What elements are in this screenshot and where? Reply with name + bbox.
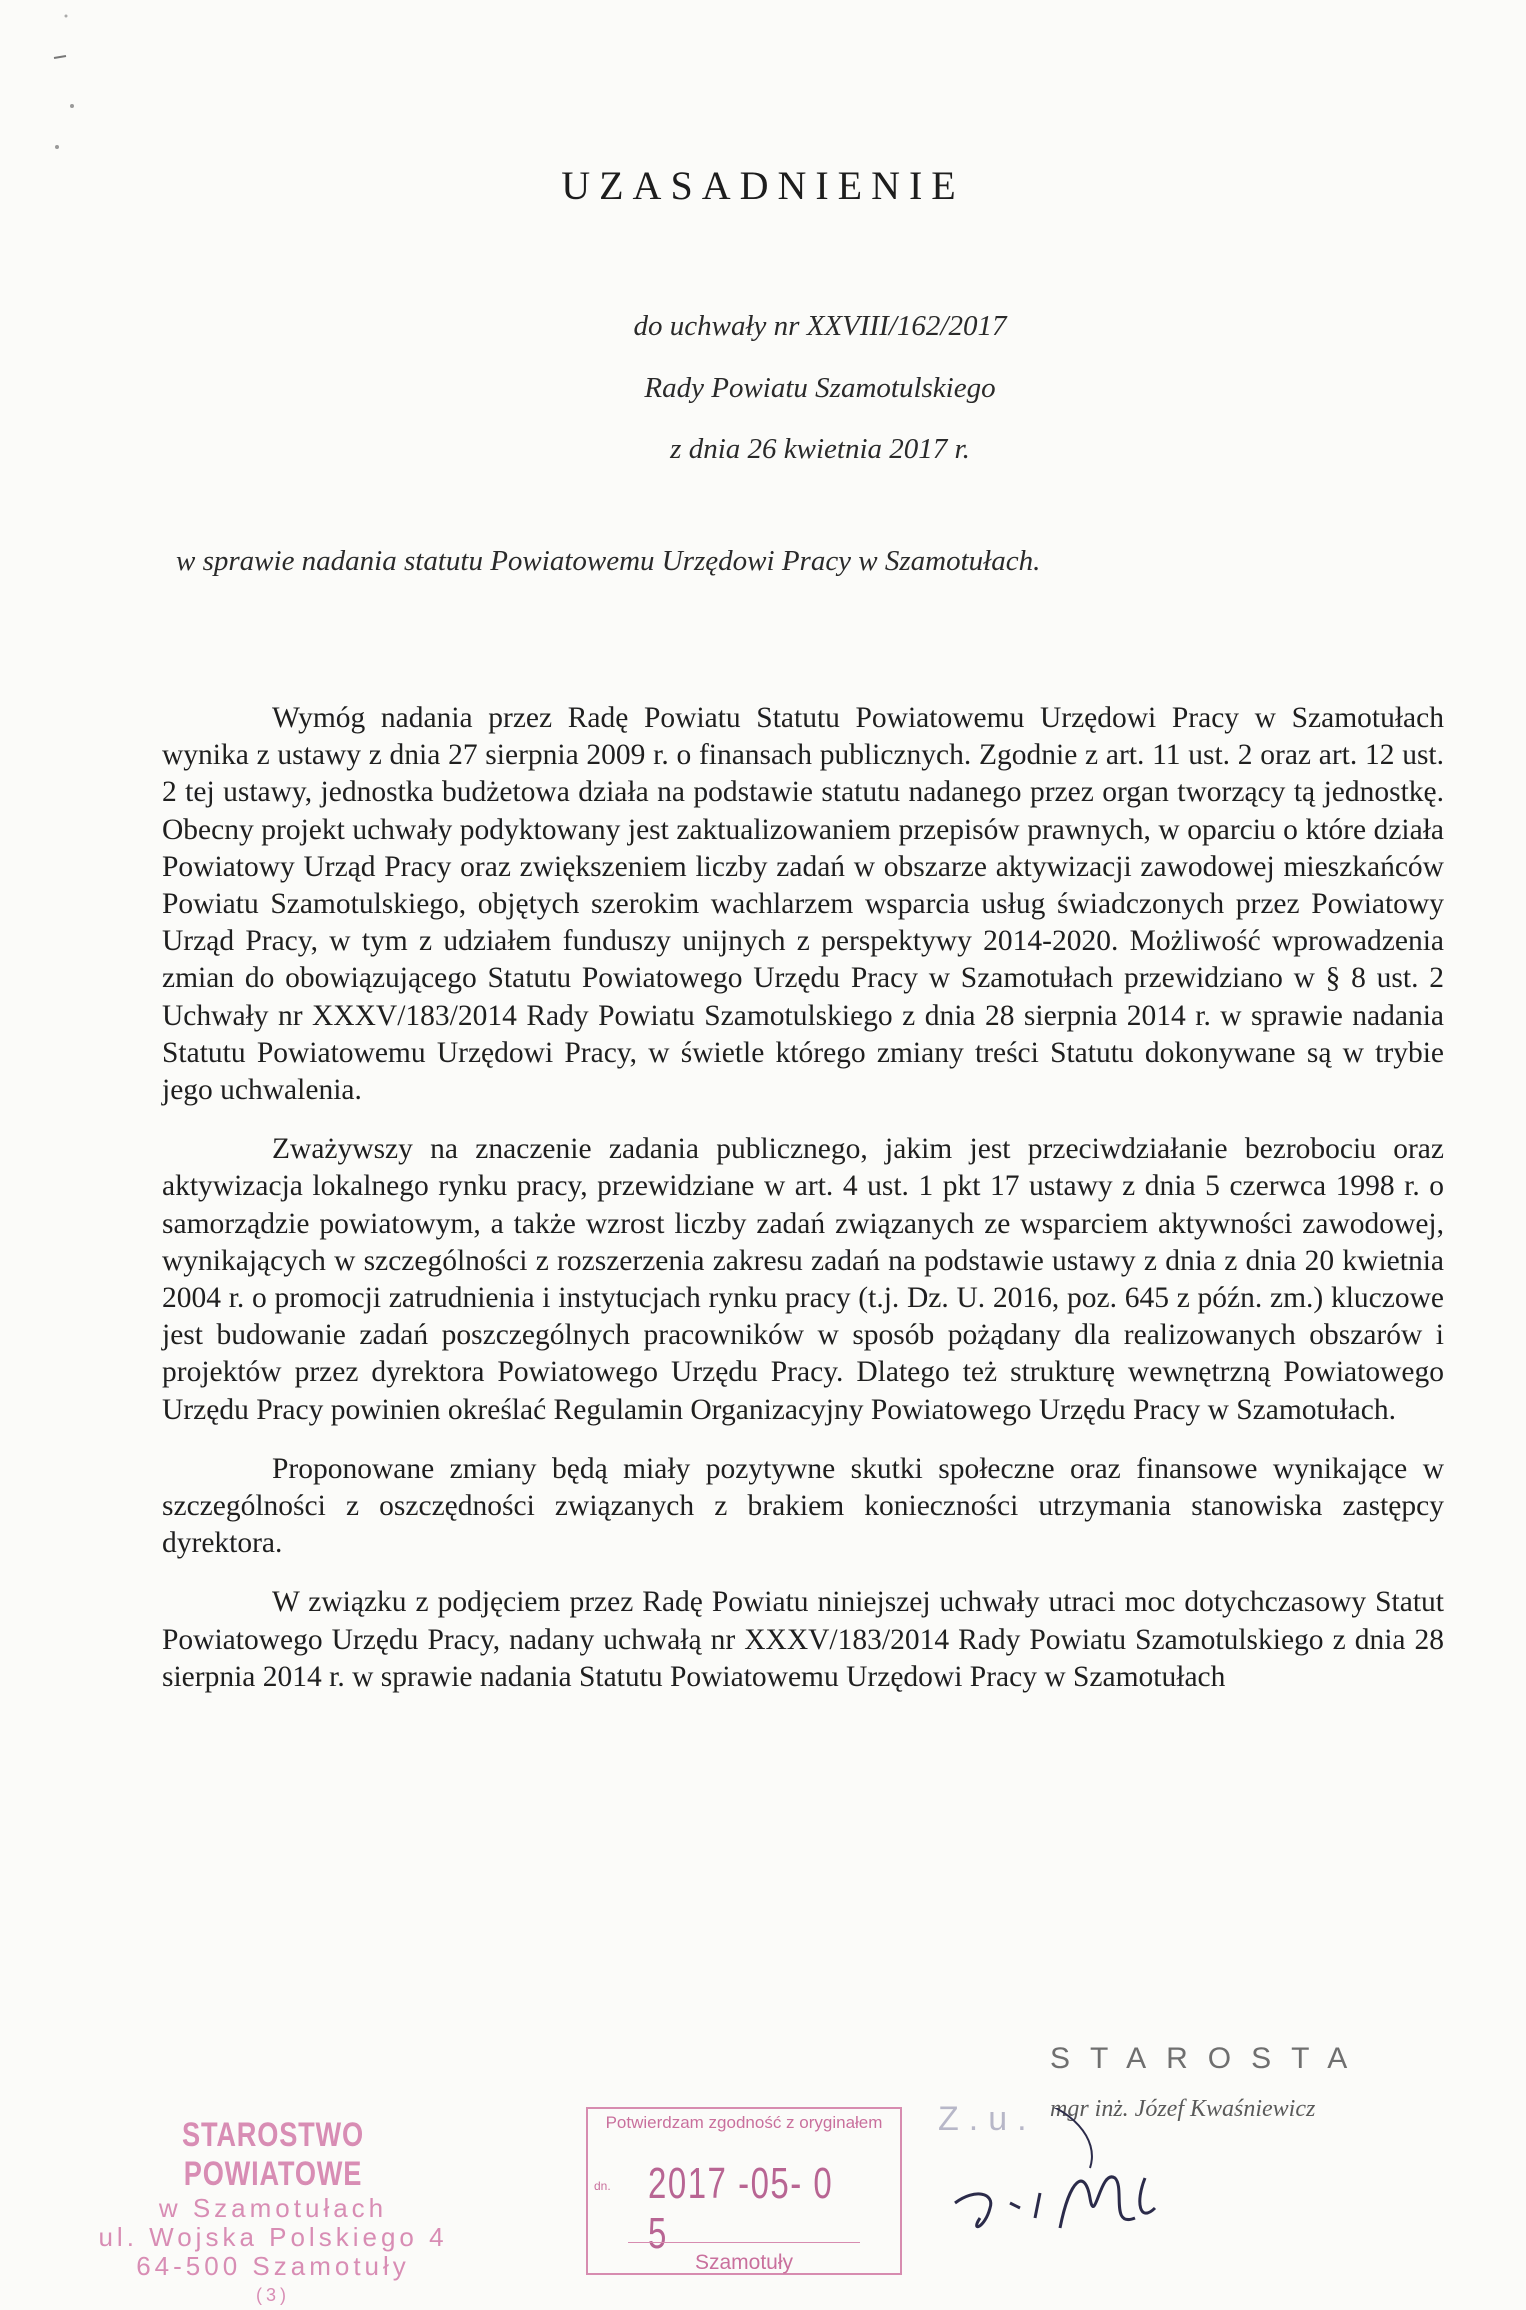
- council-name: Rady Powiatu Szamotulskiego: [644, 372, 996, 404]
- starosta-title: STAROSTA: [1050, 2042, 1368, 2075]
- paragraph: Proponowane zmiany będą miały pozytywne skutki społeczne oraz finansowe wynikające w szczególności z oszczędności związanych z brakiem konieczności utrzymania stanowiska zastępcy dyrektora.: [162, 1452, 1444, 1560]
- scan-marks: [0, 0, 80, 220]
- stamp-caption: Potwierdzam zgodność z oryginałem: [605, 2113, 883, 2132]
- certification-stamp: [586, 2107, 902, 2275]
- document-title: UZASADNIENIE: [561, 163, 965, 208]
- resolution-date: z dnia 26 kwietnia 2017 r.: [670, 433, 970, 465]
- office-stamp: [78, 2116, 468, 2310]
- stamp-line: ul. Wojska Polskiego 4: [98, 2222, 448, 2252]
- document-subject: w sprawie nadania statutu Powiatowemu Urzędowi Pracy w Szamotułach.: [176, 545, 1041, 577]
- handwritten-signature: [950, 2108, 1240, 2268]
- stamp-underline: [628, 2242, 860, 2243]
- stamp-dn-label: dn.: [594, 2179, 611, 2193]
- resolution-number: do uchwały nr XXVIII/162/2017: [633, 310, 1007, 342]
- stamp-place: Szamotuły: [694, 2251, 794, 2274]
- paragraph: Wymóg nadania przez Radę Powiatu Statutu Powiatowemu Urzędowi Pracy w Szamotułach wynika z ustawy z dnia 27 sierpnia 2009 r. o finansach publicznych. Zgodnie z art. 11 ust. 2 oraz art. 12 ust. 2 tej ustawy, jednostka budżetowa działa na podstawie statutu nadanego przez organ tworzący tą jednostkę. Obecny projekt uchwały podyktowany jest zaktualizowaniem przepisów prawnych, w oparciu o które działa Powiatowy Urząd Pracy oraz zwiększeniem liczby zadań w obszarze aktywizacji zawodowej mieszkańców Powiatu Szamotulskiego, objętych szerokim wachlarzem wsparcia usług świadczonych przez Powiatowy Urząd Pracy, w tym z udziałem funduszy unijnych z perspektywy 2014-2020. Możliwość wprowadzenia zmian do obowiązującego Statutu Powiatowego Urzędu Pracy w Szamotułach przewidziano w § 8 ust. 2 Uchwały nr XXXV/183/2014 Rady Powiatu Szamotulskiego z dnia 28 sierpnia 2014 r. w sprawie nadania Statutu Powiatowemu Urzędowi Pracy, w świetle którego zmiany treści Statutu dokonywane są w trybie jego uchwalenia.: [162, 702, 1444, 1107]
- stamp-date: 2017 -05- 0 5: [648, 2159, 834, 2258]
- paragraph: W związku z podjęciem przez Radę Powiatu niniejszej uchwały utraci moc dotychczasowy Statut Powiatowego Urzędu Pracy, nadany uchwałą nr XXXV/183/2014 Rady Powiatu Szamotulskiego z dnia 28 sierpnia 2014 r. w sprawie nadania Statutu Powiatowemu Urzędowi Pracy w Szamotułach: [162, 1586, 1444, 1693]
- document-body: [162, 700, 1444, 1718]
- stamp-line: (3): [256, 2285, 290, 2305]
- stamp-line: STAROSTWO POWIATOWE: [182, 2116, 364, 2193]
- stamp-line: w Szamotułach: [158, 2193, 388, 2223]
- paragraph: Zważywszy na znaczenie zadania publicznego, jakim jest przeciwdziałanie bezrobociu oraz aktywizacja lokalnego rynku pracy, przewidziane w art. 4 ust. 1 pkt 17 ustawy z dnia 5 czerwca 1998 r. o samorządzie powiatowym, a także wzrost liczby zadań związanych ze wsparciem aktywności zawodowej, wynikających w szczególności z rozszerzenia zakresu zadań na podstawie ustawy z dnia z dnia 20 kwietnia 2004 r. o promocji zatrudnienia i instytucjach rynku pracy (t.j. Dz. U. 2016, poz. 645 z późn. zm.) kluczowe jest budowanie zadań poszczególnych pracowników w sposób pożądany dla realizowanych obszarów i projektów przez dyrektora Powiatowego Urzędu Pracy. Dlatego też strukturę wewnętrzną Powiatowego Urzędu Pracy powinien określać Regulamin Organizacyjny Powiatowego Urzędu Pracy w Szamotułach.: [162, 1133, 1444, 1426]
- signatory-name: mgr inż. Józef Kwaśniewicz: [1050, 2096, 1316, 2122]
- deputy-prefix: Z.u.: [938, 2100, 1037, 2138]
- stamp-line: 64-500 Szamotuły: [136, 2251, 410, 2281]
